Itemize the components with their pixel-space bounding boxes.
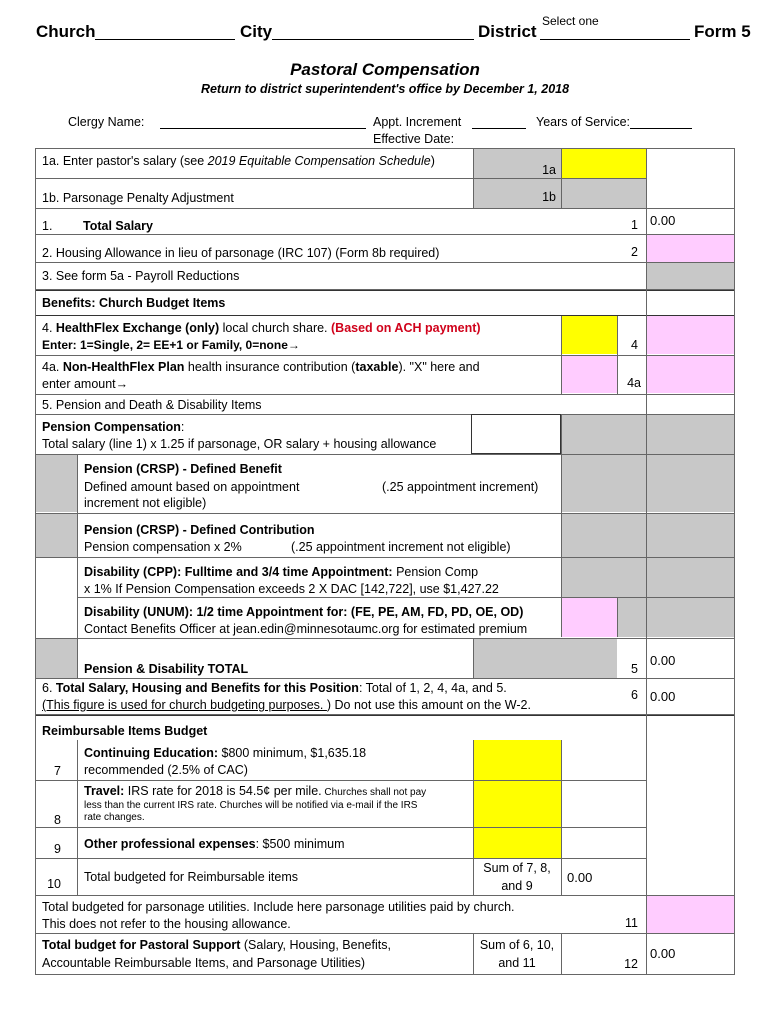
grid-line [35,513,735,514]
row-1-number: 1 [631,218,638,232]
gray-cell-p-total-left [35,638,77,678]
total-pastoral-support-value: 0.00 [650,946,676,961]
church-field[interactable] [95,24,235,40]
row-2-label: 2. Housing Allowance in lieu of parsonage (IRC 107) (Form 8b required) [42,246,440,260]
grid-vline [561,933,562,974]
continuing-ed-input-7[interactable] [473,740,561,780]
grid-line [35,638,735,639]
clergy-name-label: Clergy Name: [68,115,145,129]
crsp-db-desc: Defined amount based on appointment [84,480,300,494]
row-7-number: 7 [54,764,61,778]
row-4-instructions: Enter: 1=Single, 2= EE+1 or Family, 0=none→ [42,338,300,352]
district-select[interactable]: Select one [542,14,599,28]
row-11-number: 11 [625,916,638,930]
grid-vline [473,638,474,678]
housing-input-2[interactable] [646,234,734,262]
grid-line [35,827,647,828]
grid-line [35,858,647,859]
grid-line [35,355,735,356]
total-salary-value: 0.00 [650,213,676,228]
row-11-desc: This does not refer to the housing allowance. [42,917,291,931]
grid-line [35,933,735,934]
crsp-dc-desc: Pension compensation x 2% [84,540,242,554]
row-4a-label: 4a. Non-HealthFlex Plan health insurance contribution (taxable). "X" here and [42,360,480,374]
row-1a-number: 1a [542,163,556,177]
grid-line [35,678,735,679]
pension-disability-total-value: 0.00 [650,653,676,668]
grid-line [35,394,735,395]
row-4a-number: 4a [627,376,641,390]
grid-vline [473,148,474,208]
grid-line [35,974,735,975]
travel-input-8[interactable] [473,781,561,827]
gray-cell-unum [617,597,734,637]
crsp-db-title: Pension (CRSP) - Defined Benefit [84,462,282,476]
grid-line [35,557,735,558]
gray-cell-1b [562,178,646,208]
unum-label: Disability (UNUM): 1/2 time Appointment for: (FE, PE, AM, FD, PD, OE, OD) [84,605,524,619]
row-7-desc: recommended (2.5% of CAC) [84,763,248,777]
row-5-number: 5 [631,662,638,676]
row-12-sum-line1: Sum of 6, 10, [479,938,555,952]
gray-cell-crsp-db [562,454,734,512]
total-salary-housing-benefits-value: 0.00 [650,689,676,704]
row-7-label: Continuing Education: $800 minimum, $1,635.18 [84,746,367,760]
row-8-desc: less than the current IRS rate. Churches will be notified via e-mail if the IRS [84,800,418,811]
grid-vline [77,740,78,895]
gray-cell-crsp-db-left [35,454,77,512]
row-12-label: Total budget for Pastoral Support (Salary, Housing, Benefits, [42,938,391,952]
years-service-field[interactable] [630,113,692,129]
unum-input[interactable] [562,597,617,637]
district-field[interactable] [540,24,690,40]
grid-line [35,262,735,263]
row-5-label: 5. Pension and Death & Disability Items [42,398,262,412]
row-9-number: 9 [54,842,61,856]
cpp-label: Disability (CPP): Fulltime and 3/4 time Appointment: Pension Comp [84,565,479,579]
grid-line [77,597,735,598]
cpp-desc: x 1% If Pension Compensation exceeds 2 X DAC [142,722], use $1,427.22 [84,582,499,596]
page-title: Pastoral Compensation [290,60,480,79]
crsp-db-desc2: increment not eligible) [84,496,207,510]
row-10-sum-line1: Sum of 7, 8, [483,861,551,875]
benefits-header: Benefits: Church Budget Items [42,296,226,310]
grid-line [35,414,735,415]
row-12-desc: Accountable Reimbursable Items, and Parsonage Utilities) [42,956,366,970]
utilities-input-11[interactable] [646,895,734,933]
row-6-number: 6 [631,688,638,702]
row-8-number: 8 [54,813,61,827]
appt-increment-label: Appt. Increment [373,115,462,129]
gray-cell-p-total [473,638,617,678]
row-9-label: Other professional expenses: $500 minimum [84,837,345,851]
crsp-dc-increment: (.25 appointment increment not eligible) [291,540,511,554]
grid-vline [617,597,618,637]
clergy-name-field[interactable] [160,113,366,129]
row-2-number: 2 [631,245,638,259]
city-label: City [240,22,273,41]
healthflex-input-4[interactable] [646,316,734,354]
grid-vline [734,148,735,974]
grid-vline [561,148,562,208]
row-8-desc2: rate changes. [84,812,145,823]
gray-cell-crsp-dc [562,513,734,557]
grid-line [35,780,647,781]
row-12-sum-line2: and 11 [498,956,536,970]
appt-increment-field[interactable] [472,113,526,129]
grid-vline [561,316,562,394]
crsp-dc-title: Pension (CRSP) - Defined Contribution [84,523,315,537]
grid-vline [77,454,78,678]
unum-desc: Contact Benefits Officer at jean.edin@minnesotaumc.org for estimated premium [84,622,528,636]
form-label: Form 5 [694,22,751,41]
row-4-label: 4. HealthFlex Exchange (only) local church share. (Based on ACH payment) [42,321,481,335]
gray-cell-cpp [562,557,734,597]
reimbursable-total-value: 0.00 [567,870,593,885]
grid-line [35,895,735,896]
row-3-label: 3. See form 5a - Payroll Reductions [42,269,240,283]
row-4-number: 4 [631,338,638,352]
gray-cell-pension-comp [562,414,734,454]
grid-vline [561,414,562,637]
row-10-label: Total budgeted for Reimbursable items [84,870,299,884]
row-1-label: Total Salary [83,219,153,233]
reimbursable-header: Reimbursable Items Budget [42,724,208,738]
pension-disability-total-label: Pension & Disability TOTAL [84,662,249,676]
row-10-number: 10 [47,877,61,891]
gray-cell-3 [646,262,734,289]
row-1a-label: 1a. Enter pastor's salary (see 2019 Equitable Compensation Schedule) [42,154,435,168]
row-6-note: (This figure is used for church budgeting purposes. ) Do not use this amount on the W-2. [42,698,531,712]
grid-vline [646,148,647,974]
grid-line [35,148,735,149]
grid-line [35,454,735,455]
church-label: Church [36,22,96,41]
row-4a-instructions: enter amount→ [42,377,129,391]
crsp-db-increment: (.25 appointment increment) [382,480,539,494]
other-expenses-input-9[interactable] [473,828,561,858]
row-12-number: 12 [624,957,638,971]
row-1-prefix: 1. [42,219,53,233]
pension-compensation-input[interactable] [471,414,561,454]
salary-input-1a[interactable] [562,148,646,178]
nonhealthflex-x-input[interactable] [562,355,617,393]
row-6-label: 6. Total Salary, Housing and Benefits for this Position: Total of 1, 2, 4, 4a, and 5. [42,681,507,695]
row-1b-number: 1b [542,190,556,204]
page-subtitle: Return to district superintendent's office by December 1, 2018 [200,82,570,96]
gray-cell-crsp-dc-left [35,513,77,557]
grid-vline [561,740,562,895]
district-label: District [478,22,537,41]
pension-comp-desc: Total salary (line 1) x 1.25 if parsonage, OR salary + housing allowance [42,437,437,451]
healthflex-code-input[interactable] [562,316,617,354]
grid-line [35,234,735,235]
row-8-label: Travel: IRS rate for 2018 is 54.5¢ per mile. Churches shall not pay [84,784,427,798]
grid-line [35,208,735,209]
grid-line [35,178,647,179]
row-11-label: Total budgeted for parsonage utilities. Include here parsonage utilities paid by church. [42,900,515,914]
city-field[interactable] [272,24,474,40]
row-1b-label: 1b. Parsonage Penalty Adjustment [42,191,234,205]
pension-comp-label: Pension Compensation: [42,420,185,434]
row-10-sum-line2: and 9 [501,879,533,893]
years-service-label: Years of Service: [536,115,631,129]
effective-date-label: Effective Date: [373,132,455,146]
nonhealthflex-input-4a[interactable] [646,355,734,393]
